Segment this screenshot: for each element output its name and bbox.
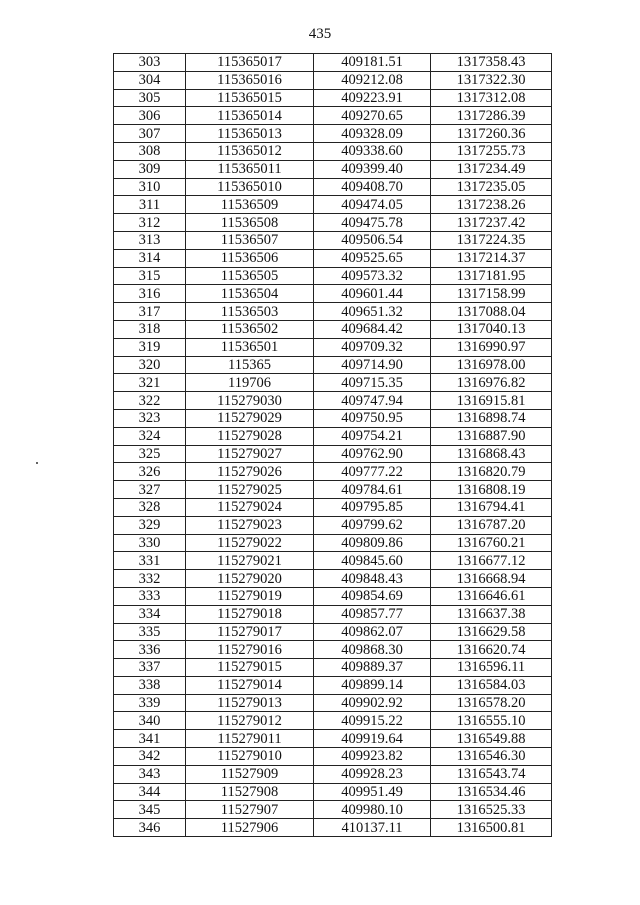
y-coordinate-cell: 1317238.26 <box>431 196 552 214</box>
y-coordinate-cell: 1317237.42 <box>431 214 552 232</box>
x-coordinate-cell: 409854.69 <box>314 587 431 605</box>
y-coordinate-cell: 1316543.74 <box>431 765 552 783</box>
point-id-cell: 115365014 <box>186 107 314 125</box>
table-row <box>114 516 552 534</box>
row-index-cell: 346 <box>114 819 186 837</box>
row-index-cell: 340 <box>114 712 186 730</box>
x-coordinate-cell: 409506.54 <box>314 231 431 249</box>
y-coordinate-cell: 1317214.37 <box>431 249 552 267</box>
row-index-cell: 322 <box>114 392 186 410</box>
x-coordinate-cell: 409474.05 <box>314 196 431 214</box>
x-coordinate-cell: 409762.90 <box>314 445 431 463</box>
table-row <box>114 659 552 677</box>
y-coordinate-cell: 1316637.38 <box>431 605 552 623</box>
x-coordinate-cell: 409857.77 <box>314 605 431 623</box>
row-index-cell: 318 <box>114 320 186 338</box>
point-id-cell: 119706 <box>186 374 314 392</box>
point-id-cell: 11536502 <box>186 320 314 338</box>
x-coordinate-cell: 409799.62 <box>314 516 431 534</box>
table-row <box>114 765 552 783</box>
table-row <box>114 641 552 659</box>
table-row <box>114 534 552 552</box>
row-index-cell: 330 <box>114 534 186 552</box>
point-id-cell: 11527908 <box>186 783 314 801</box>
x-coordinate-cell: 409795.85 <box>314 498 431 516</box>
table-row <box>114 445 552 463</box>
x-coordinate-cell: 409328.09 <box>314 125 431 143</box>
row-index-cell: 345 <box>114 801 186 819</box>
x-coordinate-cell: 409923.82 <box>314 748 431 766</box>
point-id-cell: 115365012 <box>186 142 314 160</box>
y-coordinate-cell: 1317312.08 <box>431 89 552 107</box>
table-row <box>114 463 552 481</box>
y-coordinate-cell: 1316990.97 <box>431 338 552 356</box>
table-row <box>114 107 552 125</box>
point-id-cell: 115279025 <box>186 481 314 499</box>
point-id-cell: 115279015 <box>186 659 314 677</box>
y-coordinate-cell: 1316915.81 <box>431 392 552 410</box>
table-row <box>114 356 552 374</box>
x-coordinate-cell: 409915.22 <box>314 712 431 730</box>
row-index-cell: 326 <box>114 463 186 481</box>
y-coordinate-cell: 1316820.79 <box>431 463 552 481</box>
point-id-cell: 11536504 <box>186 285 314 303</box>
y-coordinate-cell: 1316555.10 <box>431 712 552 730</box>
point-id-cell: 115365015 <box>186 89 314 107</box>
point-id-cell: 115279028 <box>186 427 314 445</box>
x-coordinate-cell: 409475.78 <box>314 214 431 232</box>
x-coordinate-cell: 409809.86 <box>314 534 431 552</box>
table-row <box>114 196 552 214</box>
y-coordinate-cell: 1316887.90 <box>431 427 552 445</box>
point-id-cell: 115279026 <box>186 463 314 481</box>
point-id-cell: 11536505 <box>186 267 314 285</box>
point-id-cell: 115365016 <box>186 71 314 89</box>
x-coordinate-cell: 409868.30 <box>314 641 431 659</box>
row-index-cell: 336 <box>114 641 186 659</box>
row-index-cell: 321 <box>114 374 186 392</box>
y-coordinate-cell: 1316534.46 <box>431 783 552 801</box>
table-row <box>114 427 552 445</box>
x-coordinate-cell: 410137.11 <box>314 819 431 837</box>
row-index-cell: 327 <box>114 481 186 499</box>
row-index-cell: 335 <box>114 623 186 641</box>
coordinates-table <box>113 53 552 837</box>
row-index-cell: 324 <box>114 427 186 445</box>
point-id-cell: 11536506 <box>186 249 314 267</box>
x-coordinate-cell: 409777.22 <box>314 463 431 481</box>
x-coordinate-cell: 409714.90 <box>314 356 431 374</box>
y-coordinate-cell: 1317235.05 <box>431 178 552 196</box>
table-row <box>114 552 552 570</box>
x-coordinate-cell: 409848.43 <box>314 570 431 588</box>
point-id-cell: 11527909 <box>186 765 314 783</box>
x-coordinate-cell: 409784.61 <box>314 481 431 499</box>
x-coordinate-cell: 409715.35 <box>314 374 431 392</box>
table-row <box>114 231 552 249</box>
row-index-cell: 342 <box>114 748 186 766</box>
table-row <box>114 338 552 356</box>
row-index-cell: 339 <box>114 694 186 712</box>
y-coordinate-cell: 1317260.36 <box>431 125 552 143</box>
table-row <box>114 409 552 427</box>
point-id-cell: 115279029 <box>186 409 314 427</box>
point-id-cell: 11536507 <box>186 231 314 249</box>
y-coordinate-cell: 1316787.20 <box>431 516 552 534</box>
x-coordinate-cell: 409951.49 <box>314 783 431 801</box>
x-coordinate-cell: 409223.91 <box>314 89 431 107</box>
y-coordinate-cell: 1317224.35 <box>431 231 552 249</box>
x-coordinate-cell: 409601.44 <box>314 285 431 303</box>
row-index-cell: 329 <box>114 516 186 534</box>
point-id-cell: 11536508 <box>186 214 314 232</box>
table-row <box>114 748 552 766</box>
table-row <box>114 676 552 694</box>
row-index-cell: 311 <box>114 196 186 214</box>
table-row <box>114 801 552 819</box>
point-id-cell: 115279011 <box>186 730 314 748</box>
y-coordinate-cell: 1316525.33 <box>431 801 552 819</box>
row-index-cell: 312 <box>114 214 186 232</box>
row-index-cell: 325 <box>114 445 186 463</box>
point-id-cell: 11536509 <box>186 196 314 214</box>
x-coordinate-cell: 409928.23 <box>314 765 431 783</box>
point-id-cell: 115365 <box>186 356 314 374</box>
y-coordinate-cell: 1316584.03 <box>431 676 552 694</box>
point-id-cell: 11527907 <box>186 801 314 819</box>
point-id-cell: 115279027 <box>186 445 314 463</box>
x-coordinate-cell: 409747.94 <box>314 392 431 410</box>
y-coordinate-cell: 1316629.58 <box>431 623 552 641</box>
y-coordinate-cell: 1316500.81 <box>431 819 552 837</box>
y-coordinate-cell: 1316549.88 <box>431 730 552 748</box>
row-index-cell: 337 <box>114 659 186 677</box>
y-coordinate-cell: 1316596.11 <box>431 659 552 677</box>
x-coordinate-cell: 409750.95 <box>314 409 431 427</box>
row-index-cell: 332 <box>114 570 186 588</box>
table-row <box>114 623 552 641</box>
x-coordinate-cell: 409709.32 <box>314 338 431 356</box>
table-row <box>114 712 552 730</box>
point-id-cell: 115365010 <box>186 178 314 196</box>
row-index-cell: 314 <box>114 249 186 267</box>
point-id-cell: 115279030 <box>186 392 314 410</box>
stray-mark <box>36 462 38 464</box>
table-row <box>114 214 552 232</box>
y-coordinate-cell: 1316976.82 <box>431 374 552 392</box>
table-row <box>114 142 552 160</box>
x-coordinate-cell: 409754.21 <box>314 427 431 445</box>
table-row <box>114 320 552 338</box>
row-index-cell: 315 <box>114 267 186 285</box>
row-index-cell: 319 <box>114 338 186 356</box>
table-row <box>114 783 552 801</box>
row-index-cell: 341 <box>114 730 186 748</box>
point-id-cell: 115279013 <box>186 694 314 712</box>
table-row <box>114 694 552 712</box>
table-row <box>114 570 552 588</box>
point-id-cell: 115365017 <box>186 54 314 72</box>
y-coordinate-cell: 1316620.74 <box>431 641 552 659</box>
row-index-cell: 307 <box>114 125 186 143</box>
table-row <box>114 71 552 89</box>
row-index-cell: 313 <box>114 231 186 249</box>
y-coordinate-cell: 1316978.00 <box>431 356 552 374</box>
table-row <box>114 267 552 285</box>
x-coordinate-cell: 409651.32 <box>314 303 431 321</box>
x-coordinate-cell: 409525.65 <box>314 249 431 267</box>
x-coordinate-cell: 409399.40 <box>314 160 431 178</box>
y-coordinate-cell: 1317088.04 <box>431 303 552 321</box>
point-id-cell: 115279020 <box>186 570 314 588</box>
y-coordinate-cell: 1316546.30 <box>431 748 552 766</box>
row-index-cell: 344 <box>114 783 186 801</box>
y-coordinate-cell: 1317234.49 <box>431 160 552 178</box>
point-id-cell: 115279010 <box>186 748 314 766</box>
x-coordinate-cell: 409919.64 <box>314 730 431 748</box>
row-index-cell: 320 <box>114 356 186 374</box>
page-number: 435 <box>308 26 332 42</box>
row-index-cell: 331 <box>114 552 186 570</box>
table-row <box>114 374 552 392</box>
point-id-cell: 115279022 <box>186 534 314 552</box>
table-row <box>114 481 552 499</box>
x-coordinate-cell: 409338.60 <box>314 142 431 160</box>
y-coordinate-cell: 1317158.99 <box>431 285 552 303</box>
x-coordinate-cell: 409862.07 <box>314 623 431 641</box>
row-index-cell: 328 <box>114 498 186 516</box>
row-index-cell: 316 <box>114 285 186 303</box>
table-row <box>114 160 552 178</box>
point-id-cell: 115279014 <box>186 676 314 694</box>
y-coordinate-cell: 1316646.61 <box>431 587 552 605</box>
table-row <box>114 605 552 623</box>
y-coordinate-cell: 1316578.20 <box>431 694 552 712</box>
row-index-cell: 323 <box>114 409 186 427</box>
table-row <box>114 392 552 410</box>
point-id-cell: 115365013 <box>186 125 314 143</box>
point-id-cell: 11536501 <box>186 338 314 356</box>
point-id-cell: 11536503 <box>186 303 314 321</box>
point-id-cell: 115279021 <box>186 552 314 570</box>
y-coordinate-cell: 1317322.30 <box>431 71 552 89</box>
y-coordinate-cell: 1316868.43 <box>431 445 552 463</box>
row-index-cell: 303 <box>114 54 186 72</box>
table-row <box>114 498 552 516</box>
point-id-cell: 115279018 <box>186 605 314 623</box>
table-row <box>114 178 552 196</box>
y-coordinate-cell: 1316668.94 <box>431 570 552 588</box>
table-row <box>114 819 552 837</box>
y-coordinate-cell: 1316677.12 <box>431 552 552 570</box>
table-row <box>114 303 552 321</box>
x-coordinate-cell: 409889.37 <box>314 659 431 677</box>
x-coordinate-cell: 409845.60 <box>314 552 431 570</box>
y-coordinate-cell: 1316760.21 <box>431 534 552 552</box>
row-index-cell: 306 <box>114 107 186 125</box>
row-index-cell: 317 <box>114 303 186 321</box>
y-coordinate-cell: 1316898.74 <box>431 409 552 427</box>
row-index-cell: 308 <box>114 142 186 160</box>
x-coordinate-cell: 409181.51 <box>314 54 431 72</box>
point-id-cell: 115365011 <box>186 160 314 178</box>
row-index-cell: 309 <box>114 160 186 178</box>
table-row <box>114 587 552 605</box>
point-id-cell: 11527906 <box>186 819 314 837</box>
row-index-cell: 343 <box>114 765 186 783</box>
row-index-cell: 338 <box>114 676 186 694</box>
y-coordinate-cell: 1317040.13 <box>431 320 552 338</box>
table-body <box>114 54 552 837</box>
table-row <box>114 89 552 107</box>
y-coordinate-cell: 1316808.19 <box>431 481 552 499</box>
point-id-cell: 115279016 <box>186 641 314 659</box>
row-index-cell: 305 <box>114 89 186 107</box>
table-row <box>114 125 552 143</box>
x-coordinate-cell: 409684.42 <box>314 320 431 338</box>
table-row <box>114 730 552 748</box>
x-coordinate-cell: 409212.08 <box>314 71 431 89</box>
row-index-cell: 334 <box>114 605 186 623</box>
table-row <box>114 285 552 303</box>
point-id-cell: 115279023 <box>186 516 314 534</box>
point-id-cell: 115279012 <box>186 712 314 730</box>
point-id-cell: 115279019 <box>186 587 314 605</box>
x-coordinate-cell: 409899.14 <box>314 676 431 694</box>
y-coordinate-cell: 1317358.43 <box>431 54 552 72</box>
table-row <box>114 54 552 72</box>
y-coordinate-cell: 1316794.41 <box>431 498 552 516</box>
x-coordinate-cell: 409573.32 <box>314 267 431 285</box>
point-id-cell: 115279024 <box>186 498 314 516</box>
x-coordinate-cell: 409270.65 <box>314 107 431 125</box>
y-coordinate-cell: 1317286.39 <box>431 107 552 125</box>
x-coordinate-cell: 409902.92 <box>314 694 431 712</box>
y-coordinate-cell: 1317255.73 <box>431 142 552 160</box>
table-row <box>114 249 552 267</box>
y-coordinate-cell: 1317181.95 <box>431 267 552 285</box>
x-coordinate-cell: 409408.70 <box>314 178 431 196</box>
point-id-cell: 115279017 <box>186 623 314 641</box>
x-coordinate-cell: 409980.10 <box>314 801 431 819</box>
row-index-cell: 310 <box>114 178 186 196</box>
row-index-cell: 304 <box>114 71 186 89</box>
row-index-cell: 333 <box>114 587 186 605</box>
